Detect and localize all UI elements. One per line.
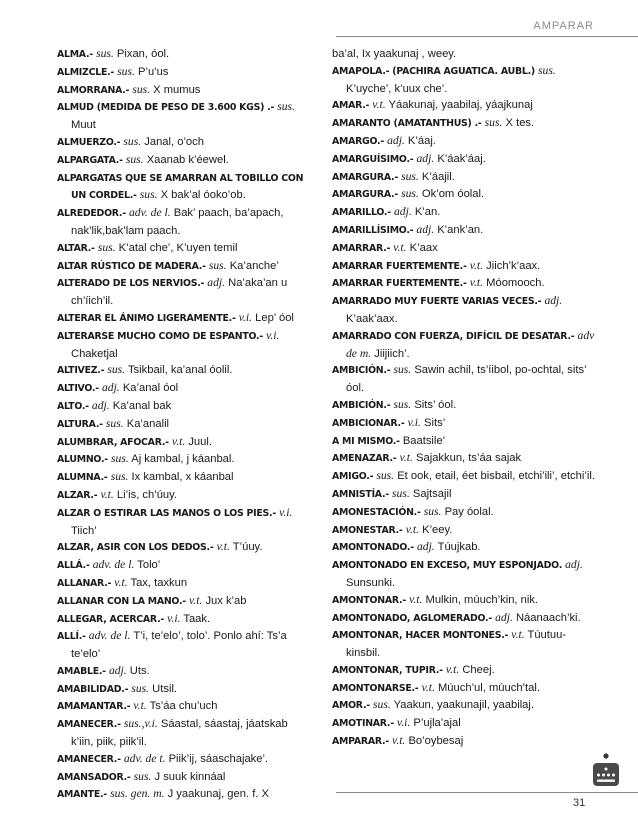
entry-definition: Náanaach’ki. — [515, 611, 581, 624]
dictionary-entry — [332, 186, 598, 204]
entry-definition: Sunsunki. — [346, 576, 396, 589]
dictionary-entry — [57, 258, 313, 276]
entry-definition: K’áajil. — [421, 170, 455, 183]
entry-headword: AMARRAR.- — [332, 242, 391, 254]
entry-definition: Tsikbail, ka’anal óolil. — [127, 364, 233, 377]
dictionary-entry — [332, 240, 598, 258]
entry-grammar: v.t. — [392, 734, 406, 748]
dictionary-entry — [332, 97, 598, 115]
entry-definition: X tes. — [505, 117, 535, 130]
entry-headword: ALTERAR EL ÁNIMO LIGERAMENTE.- — [57, 312, 236, 324]
entry-grammar: v.i. — [167, 611, 181, 625]
entry-grammar: v.t. — [469, 276, 484, 290]
dictionary-entry — [57, 434, 313, 452]
dictionary-entry — [57, 240, 313, 258]
entry-headword: ALTO.- — [57, 400, 89, 412]
entry-headword: AMARGURA.- — [332, 171, 398, 183]
dictionary-entry — [332, 222, 598, 240]
entry-grammar: v.t. — [445, 662, 460, 676]
entry-grammar: sus. — [117, 64, 135, 78]
entry-headword: ALREDEDOR.- — [57, 208, 126, 220]
entry-definition: K’áak’áaj. — [437, 152, 486, 165]
entry-definition: T’úuy. — [232, 541, 263, 554]
entry-grammar: sus. — [484, 116, 503, 130]
entry-grammar: sus. — [97, 240, 116, 254]
dictionary-entry — [57, 469, 313, 487]
entry-grammar: adj. — [565, 558, 583, 572]
entry-definition: Aj kambal, j káanbal. — [131, 453, 235, 466]
entry-grammar: adj. — [495, 610, 513, 624]
dictionary-entry — [332, 275, 598, 293]
maya-dot — [612, 774, 615, 777]
entry-headword: AMARANTO (AMATANTHUS) .- — [332, 118, 482, 130]
dictionary-entry — [332, 362, 598, 397]
entry-grammar: v.t. — [511, 628, 525, 642]
dictionary-entry — [57, 716, 313, 751]
entry-definition: Bo’oybesaj — [408, 735, 464, 748]
entry-headword: ALLÍ.- — [57, 631, 86, 643]
entry-headword: AMANSADOR.- — [57, 771, 131, 783]
entry-headword: ALMUERZO.- — [57, 136, 121, 148]
entry-headword: ALTAR.- — [57, 242, 95, 254]
dictionary-entry — [57, 398, 313, 416]
maya-numeral-icon — [592, 751, 620, 787]
entry-definition: Sawin achil, ts’íibol, po-ochtal, sits’ óol. — [346, 364, 587, 395]
dictionary-entry — [332, 204, 598, 222]
entry-definition: Múuch’ul, múuch’tal. — [437, 681, 540, 694]
entry-headword: AMOR.- — [332, 700, 370, 712]
entry-grammar: v.t. — [393, 240, 407, 254]
entry-definition: Jux k’ab — [205, 594, 247, 607]
entry-definition: Bak’ paach, ba’apach, nak’lik,bak’lam paach. — [71, 207, 284, 237]
dictionary-entry — [332, 680, 598, 698]
dictionary-entry — [57, 681, 313, 699]
dictionary-entry — [57, 698, 313, 716]
entry-headword: AMONTONAR.- — [332, 594, 406, 606]
dictionary-entry — [57, 611, 313, 629]
dictionary-entry — [332, 539, 598, 557]
entry-grammar: v.i. — [279, 505, 293, 519]
entry-grammar: sus. — [110, 470, 129, 484]
entry-headword: AMANECER.- — [57, 753, 121, 765]
entry-grammar: sus. — [208, 258, 227, 272]
entry-grammar: v.t. — [421, 680, 435, 694]
entry-headword: AMONTONADO.- — [332, 542, 414, 554]
entry-headword: AMARRAR FUERTEMENTE.- — [332, 260, 467, 272]
entry-headword: ALUMNA.- — [57, 472, 108, 484]
entry-definition: Lep’ óol — [255, 311, 294, 324]
entry-definition: Jiijiich’. — [374, 347, 410, 360]
entry-headword: AMABILIDAD.- — [57, 683, 129, 695]
entry-definition: T’i, te’elo’, tolo’. Ponlo ahí: Ts’a te’elo’ — [71, 630, 287, 661]
entry-grammar: v.t. — [405, 522, 419, 536]
entry-headword: ALUMNO.- — [57, 454, 108, 466]
entry-headword: ALMORRANA.- — [57, 84, 130, 96]
dictionary-entry — [332, 468, 598, 486]
maya-dot — [603, 753, 608, 758]
entry-headword: AMARGO.- — [332, 135, 384, 147]
entry-definition: K’an. — [414, 206, 441, 219]
dictionary-entry — [332, 415, 598, 433]
dictionary-entry — [332, 169, 598, 187]
entry-headword: AMONTONARSE.- — [332, 682, 419, 694]
entry-headword: AMANECER.- — [57, 719, 121, 731]
entry-definition: K’ank’an. — [437, 223, 484, 236]
entry-headword: ALTERARSE MUCHO COMO DE ESPANTO.- — [57, 330, 263, 342]
entry-definition: Ka’analil — [126, 417, 170, 430]
maya-glyph-box — [593, 763, 619, 786]
dictionary-entry — [57, 380, 313, 398]
entry-definition: K’atal che’, K’uyen temil — [118, 241, 238, 254]
dictionary-entry — [57, 328, 313, 363]
maya-dot — [597, 774, 600, 777]
entry-grammar: v.t. — [133, 699, 147, 713]
entry-headword: ALLANAR.- — [57, 577, 112, 589]
entry-definition: Baatsile’ — [402, 434, 446, 447]
entry-definition: Ix kambal, x káanbal — [131, 471, 234, 484]
entry-headword: AMENAZAR.- — [332, 453, 397, 465]
entry-definition: Cheej. — [462, 663, 495, 676]
entry-headword: AMARILLO.- — [332, 207, 391, 219]
page-number: 31 — [573, 797, 586, 809]
entry-headword: AMONTONAR, HACER MONTONES.- — [332, 630, 509, 642]
dictionary-entry — [57, 487, 313, 505]
entry-headword: AMARGUÍSIMO.- — [332, 153, 414, 165]
dictionary-entry — [57, 99, 313, 134]
entry-grammar: adv. de t. — [123, 751, 166, 765]
dictionary-entry — [332, 63, 598, 98]
entry-definition: Utsil. — [152, 682, 178, 695]
entry-grammar: sus. — [393, 363, 412, 377]
entry-headword: ALZAR.- — [57, 489, 98, 501]
entry-headword: ALTAR RÚSTICO DE MADERA.- — [57, 260, 206, 272]
dictionary-entry — [332, 293, 598, 328]
entry-grammar: v.t. — [171, 434, 186, 448]
entry-definition: Tiich’ — [71, 524, 97, 537]
entry-grammar: v.t. — [469, 258, 484, 272]
entry-grammar: sus. — [373, 698, 391, 712]
entry-definition: Yaakun, yaakunajil, yaabilaj. — [393, 699, 535, 712]
entry-definition: Chaketjal — [71, 347, 118, 360]
dictionary-entry — [57, 505, 313, 540]
entry-grammar: adj. — [101, 381, 120, 395]
entry-definition: Sajtsajil — [412, 487, 452, 500]
entry-headword: AMONTONADO EN EXCESO, MUY ESPONJADO. — [332, 560, 563, 572]
entry-definition: Ka’anal bak — [112, 399, 172, 412]
dictionary-entry — [332, 662, 598, 680]
entry-definition: Móomooch. — [486, 277, 545, 290]
entry-headword: AMAPOLA.- (PACHIRA AGUATICA. AUBL.) — [332, 65, 535, 77]
entry-headword: AMARGURA.- — [332, 189, 398, 201]
entry-grammar: adj. — [544, 294, 563, 308]
dictionary-entry — [57, 628, 313, 663]
entry-grammar: adv. de l. — [129, 206, 171, 220]
entry-definition: Túutuu-kinsbil. — [346, 629, 567, 660]
maya-dot — [602, 774, 605, 777]
entry-grammar: adv. de l. — [88, 629, 131, 643]
dictionary-entry — [332, 733, 598, 751]
entry-grammar: sus. — [393, 397, 412, 411]
entry-headword: AMARILLÍSIMO.- — [332, 224, 414, 236]
entry-headword: ALPARGATA.- — [57, 154, 123, 166]
entry-headword: AMARRADO CON FUERZA, DIFÍCIL DE DESATAR.- — [332, 330, 575, 342]
entry-definition: Pay óolal. — [444, 505, 494, 518]
dictionary-entry — [332, 715, 598, 733]
entry-headword: AMAR.- — [332, 100, 370, 112]
dictionary-entry — [57, 593, 313, 611]
dictionary-entry — [57, 786, 313, 804]
dictionary-entry — [332, 504, 598, 522]
entry-grammar: sus. — [131, 681, 150, 695]
entry-headword: AMONTONADO, AGLOMERADO.- — [332, 612, 493, 624]
dictionary-entry — [57, 539, 313, 557]
dictionary-entry — [332, 46, 598, 63]
entry-grammar: adj. — [416, 151, 435, 165]
dictionary-entry — [57, 557, 313, 575]
dictionary-entry — [332, 450, 598, 468]
entry-grammar: adv de m. — [346, 328, 595, 360]
entry-headword: ALLEGAR, ACERCAR.- — [57, 613, 165, 625]
entry-definition: Uts. — [129, 664, 150, 677]
entry-definition: X bak’al óoko’ob. — [160, 189, 246, 202]
dictionary-entry — [57, 416, 313, 434]
dictionary-entry — [57, 451, 313, 469]
dictionary-entry — [332, 328, 598, 363]
entry-grammar: sus. gen. m. — [110, 787, 165, 801]
entry-grammar: v.i. — [266, 328, 280, 342]
dictionary-entry — [332, 258, 598, 276]
entry-grammar: sus.,v.i. — [123, 717, 158, 731]
entry-grammar: sus. — [133, 769, 152, 783]
entry-grammar: sus. — [277, 100, 295, 114]
entry-grammar: v.t. — [114, 575, 128, 589]
entry-definition: X mumus — [153, 83, 201, 96]
dictionary-entry — [332, 592, 598, 610]
entry-definition: Ts’áa chu’uch — [149, 700, 218, 713]
entry-grammar: v.i. — [238, 310, 253, 324]
maya-dot — [607, 774, 610, 777]
entry-grammar: v.i. — [397, 716, 411, 730]
entry-grammar: sus. — [401, 169, 419, 183]
entry-grammar: v.t. — [372, 98, 386, 112]
entry-grammar: adj. — [416, 222, 435, 236]
entry-headword: ALTERADO DE LOS NERVIOS.- — [57, 278, 205, 290]
entry-headword: ALTURA.- — [57, 418, 103, 430]
entry-grammar: sus. — [125, 152, 144, 166]
maya-bar — [597, 780, 615, 782]
footer-rule — [336, 792, 638, 793]
entry-grammar: v.t. — [100, 487, 114, 501]
entry-definition: Juul. — [188, 435, 212, 448]
entry-grammar: sus. — [123, 134, 142, 148]
entry-grammar: adv. de l. — [92, 558, 135, 572]
dictionary-entry — [57, 751, 313, 769]
entry-definition: K’aak’aax. — [346, 312, 398, 325]
entry-grammar: sus. — [96, 47, 114, 60]
entry-headword: AMPARAR.- — [332, 736, 389, 748]
entry-definition: Xaanab k’éewel. — [146, 153, 229, 166]
entry-definition: Pixan, óol. — [116, 48, 170, 60]
entry-definition: Sajakkun, ts’áa sajak — [416, 452, 522, 465]
header-rule — [336, 36, 638, 37]
entry-grammar: sus. — [423, 504, 442, 518]
left-column — [57, 46, 313, 804]
entry-grammar: adj. — [416, 540, 435, 554]
dictionary-entry — [57, 134, 313, 152]
entry-headword: AMBICIÓN.- — [332, 399, 391, 411]
entry-grammar: sus. — [132, 82, 151, 96]
entry-headword: ALLÁ.- — [57, 560, 90, 572]
entry-headword: ALTIVEZ.- — [57, 365, 105, 377]
entry-definition: Túujkab. — [437, 541, 481, 554]
entry-headword: ALZAR, ASIR CON LOS DEDOS.- — [57, 542, 214, 554]
entry-grammar: adj. — [207, 276, 226, 290]
entry-headword: A MI MISMO.- — [332, 435, 400, 447]
dictionary-entry — [57, 362, 313, 380]
entry-definition: Sáastal, sáastaj, jáatskab k’iin, piik, piik’il. — [71, 718, 288, 749]
entry-definition: Sits’ — [424, 416, 446, 429]
dictionary-entry — [332, 697, 598, 715]
entry-definition: J yaakunaj, gen. f. X — [167, 788, 269, 801]
entry-definition: Li’is, ch’úuy. — [116, 488, 178, 501]
entry-definition: Taak. — [183, 612, 211, 625]
dictionary-entry — [57, 64, 313, 82]
entry-headword: ALUMBRAR, AFOCAR.- — [57, 436, 169, 448]
entry-grammar: v.t. — [409, 592, 423, 606]
dictionary-entry — [332, 610, 598, 628]
entry-definition: Sits’ óol. — [414, 398, 457, 411]
entry-headword: AMARRAR FUERTEMENTE.- — [332, 278, 467, 290]
dictionary-entry — [57, 205, 313, 240]
entry-headword: AMBICIONAR.- — [332, 417, 405, 429]
entry-grammar: sus. — [105, 416, 124, 430]
entry-headword: AMABLE.- — [57, 665, 106, 677]
entry-grammar: sus. — [107, 363, 126, 377]
entry-grammar: sus. — [401, 187, 419, 201]
entry-headword: ALPARGATAS QUE SE AMARRAN AL TOBILLO CON UN CORDEL.- — [57, 172, 304, 202]
entry-definition: ba’al, Ix yaakunaj , weey. — [332, 48, 457, 60]
entry-grammar: sus. — [139, 188, 158, 202]
entry-definition: Na’aka’an u ch’íich’il. — [71, 277, 288, 308]
entry-headword: ALZAR O ESTIRAR LAS MANOS O LOS PIES.- — [57, 507, 276, 519]
entry-grammar: v.t. — [189, 593, 203, 607]
dictionary-entry — [332, 433, 598, 451]
entry-headword: ALLANAR CON LA MANO.- — [57, 595, 186, 607]
right-column — [332, 46, 598, 751]
entry-definition: P’ujla’ajal — [413, 717, 461, 730]
dictionary-entry — [332, 522, 598, 540]
maya-dot — [605, 768, 608, 771]
entry-headword: AMARRADO MUY FUERTE VARIAS VECES.- — [332, 296, 542, 308]
entry-definition: Ka’anche’ — [229, 259, 279, 272]
dictionary-entry — [57, 769, 313, 787]
dictionary-entry — [332, 627, 598, 662]
entry-definition: Tolo’ — [137, 559, 161, 572]
dictionary-entry — [332, 133, 598, 151]
entry-definition: Jiich’k’aax. — [486, 259, 541, 272]
entry-headword: AMANTE.- — [57, 789, 107, 801]
entry-definition: Mulkin, múuch’kin, nik. — [425, 593, 539, 606]
dictionary-entry — [332, 115, 598, 133]
entry-grammar: adj. — [91, 398, 110, 412]
entry-grammar: v.t. — [216, 540, 230, 554]
entry-definition: K’eey. — [422, 523, 453, 536]
dictionary-entry — [332, 397, 598, 415]
entry-headword: AMIGO.- — [332, 471, 374, 483]
dictionary-entry — [332, 151, 598, 169]
entry-grammar: sus. — [111, 452, 129, 466]
entry-definition: Yáakunaj, yaabilaj, yáajkunaj — [388, 99, 533, 112]
dictionary-entry — [57, 275, 313, 310]
dictionary-entry — [57, 310, 313, 328]
dictionary-entry — [57, 170, 313, 206]
dictionary-entry — [57, 46, 313, 64]
entry-headword: AMBICIÓN.- — [332, 365, 391, 377]
entry-headword: ALMUD (MEDIDA DE PESO DE 3.600 KGS) .- — [57, 102, 275, 114]
dictionary-entry — [332, 486, 598, 504]
entry-definition: Tax, taxkun — [130, 576, 188, 589]
entry-definition: K’áaj. — [407, 134, 436, 147]
entry-grammar: adj. — [394, 205, 412, 219]
entry-headword: AMONTONAR, TUPIR.- — [332, 664, 443, 676]
entry-headword: AMONESTAR.- — [332, 524, 403, 536]
dictionary-entry — [332, 557, 598, 592]
entry-grammar: sus. — [538, 63, 556, 77]
dictionary-entry — [57, 575, 313, 593]
running-header: AMPARAR — [533, 20, 594, 32]
entry-definition: Ok’om óolal. — [421, 188, 485, 201]
entry-definition: Ka’anal óol — [122, 382, 179, 395]
entry-grammar: v.i. — [407, 415, 421, 429]
entry-grammar: adj. — [108, 663, 127, 677]
entry-grammar: sus. — [376, 469, 395, 483]
dictionary-entry — [57, 82, 313, 100]
entry-grammar: adj. — [387, 133, 405, 147]
dictionary-entry — [57, 152, 313, 170]
entry-headword: ALMIZCLE.- — [57, 66, 115, 78]
entry-definition: K’uyche’, k’uux che’. — [346, 82, 448, 95]
entry-definition: Piik’ij, sáaschajake’. — [168, 752, 269, 765]
entry-definition: P’u’us — [138, 65, 169, 78]
entry-definition: Et ook, etail, éet bisbail, etchi’ili’, etchi’il. — [397, 470, 595, 483]
entry-headword: AMAMANTAR.- — [57, 701, 131, 713]
entry-headword: AMNISTÍA.- — [332, 488, 389, 500]
entry-grammar: v.t. — [399, 451, 413, 465]
entry-definition: J suuk kinnáal — [154, 770, 226, 783]
entry-headword: AMONESTACIÓN.- — [332, 506, 421, 518]
entry-grammar: sus. — [392, 486, 410, 500]
entry-definition: K’aax — [409, 241, 438, 254]
entry-headword: AMOTINAR.- — [332, 718, 394, 730]
entry-definition: Janal, o’och — [144, 135, 204, 148]
entry-headword: ALMA.- — [57, 49, 93, 60]
entry-definition: Muut — [71, 119, 96, 132]
dictionary-entry — [57, 663, 313, 681]
entry-headword: ALTIVO.- — [57, 383, 99, 395]
